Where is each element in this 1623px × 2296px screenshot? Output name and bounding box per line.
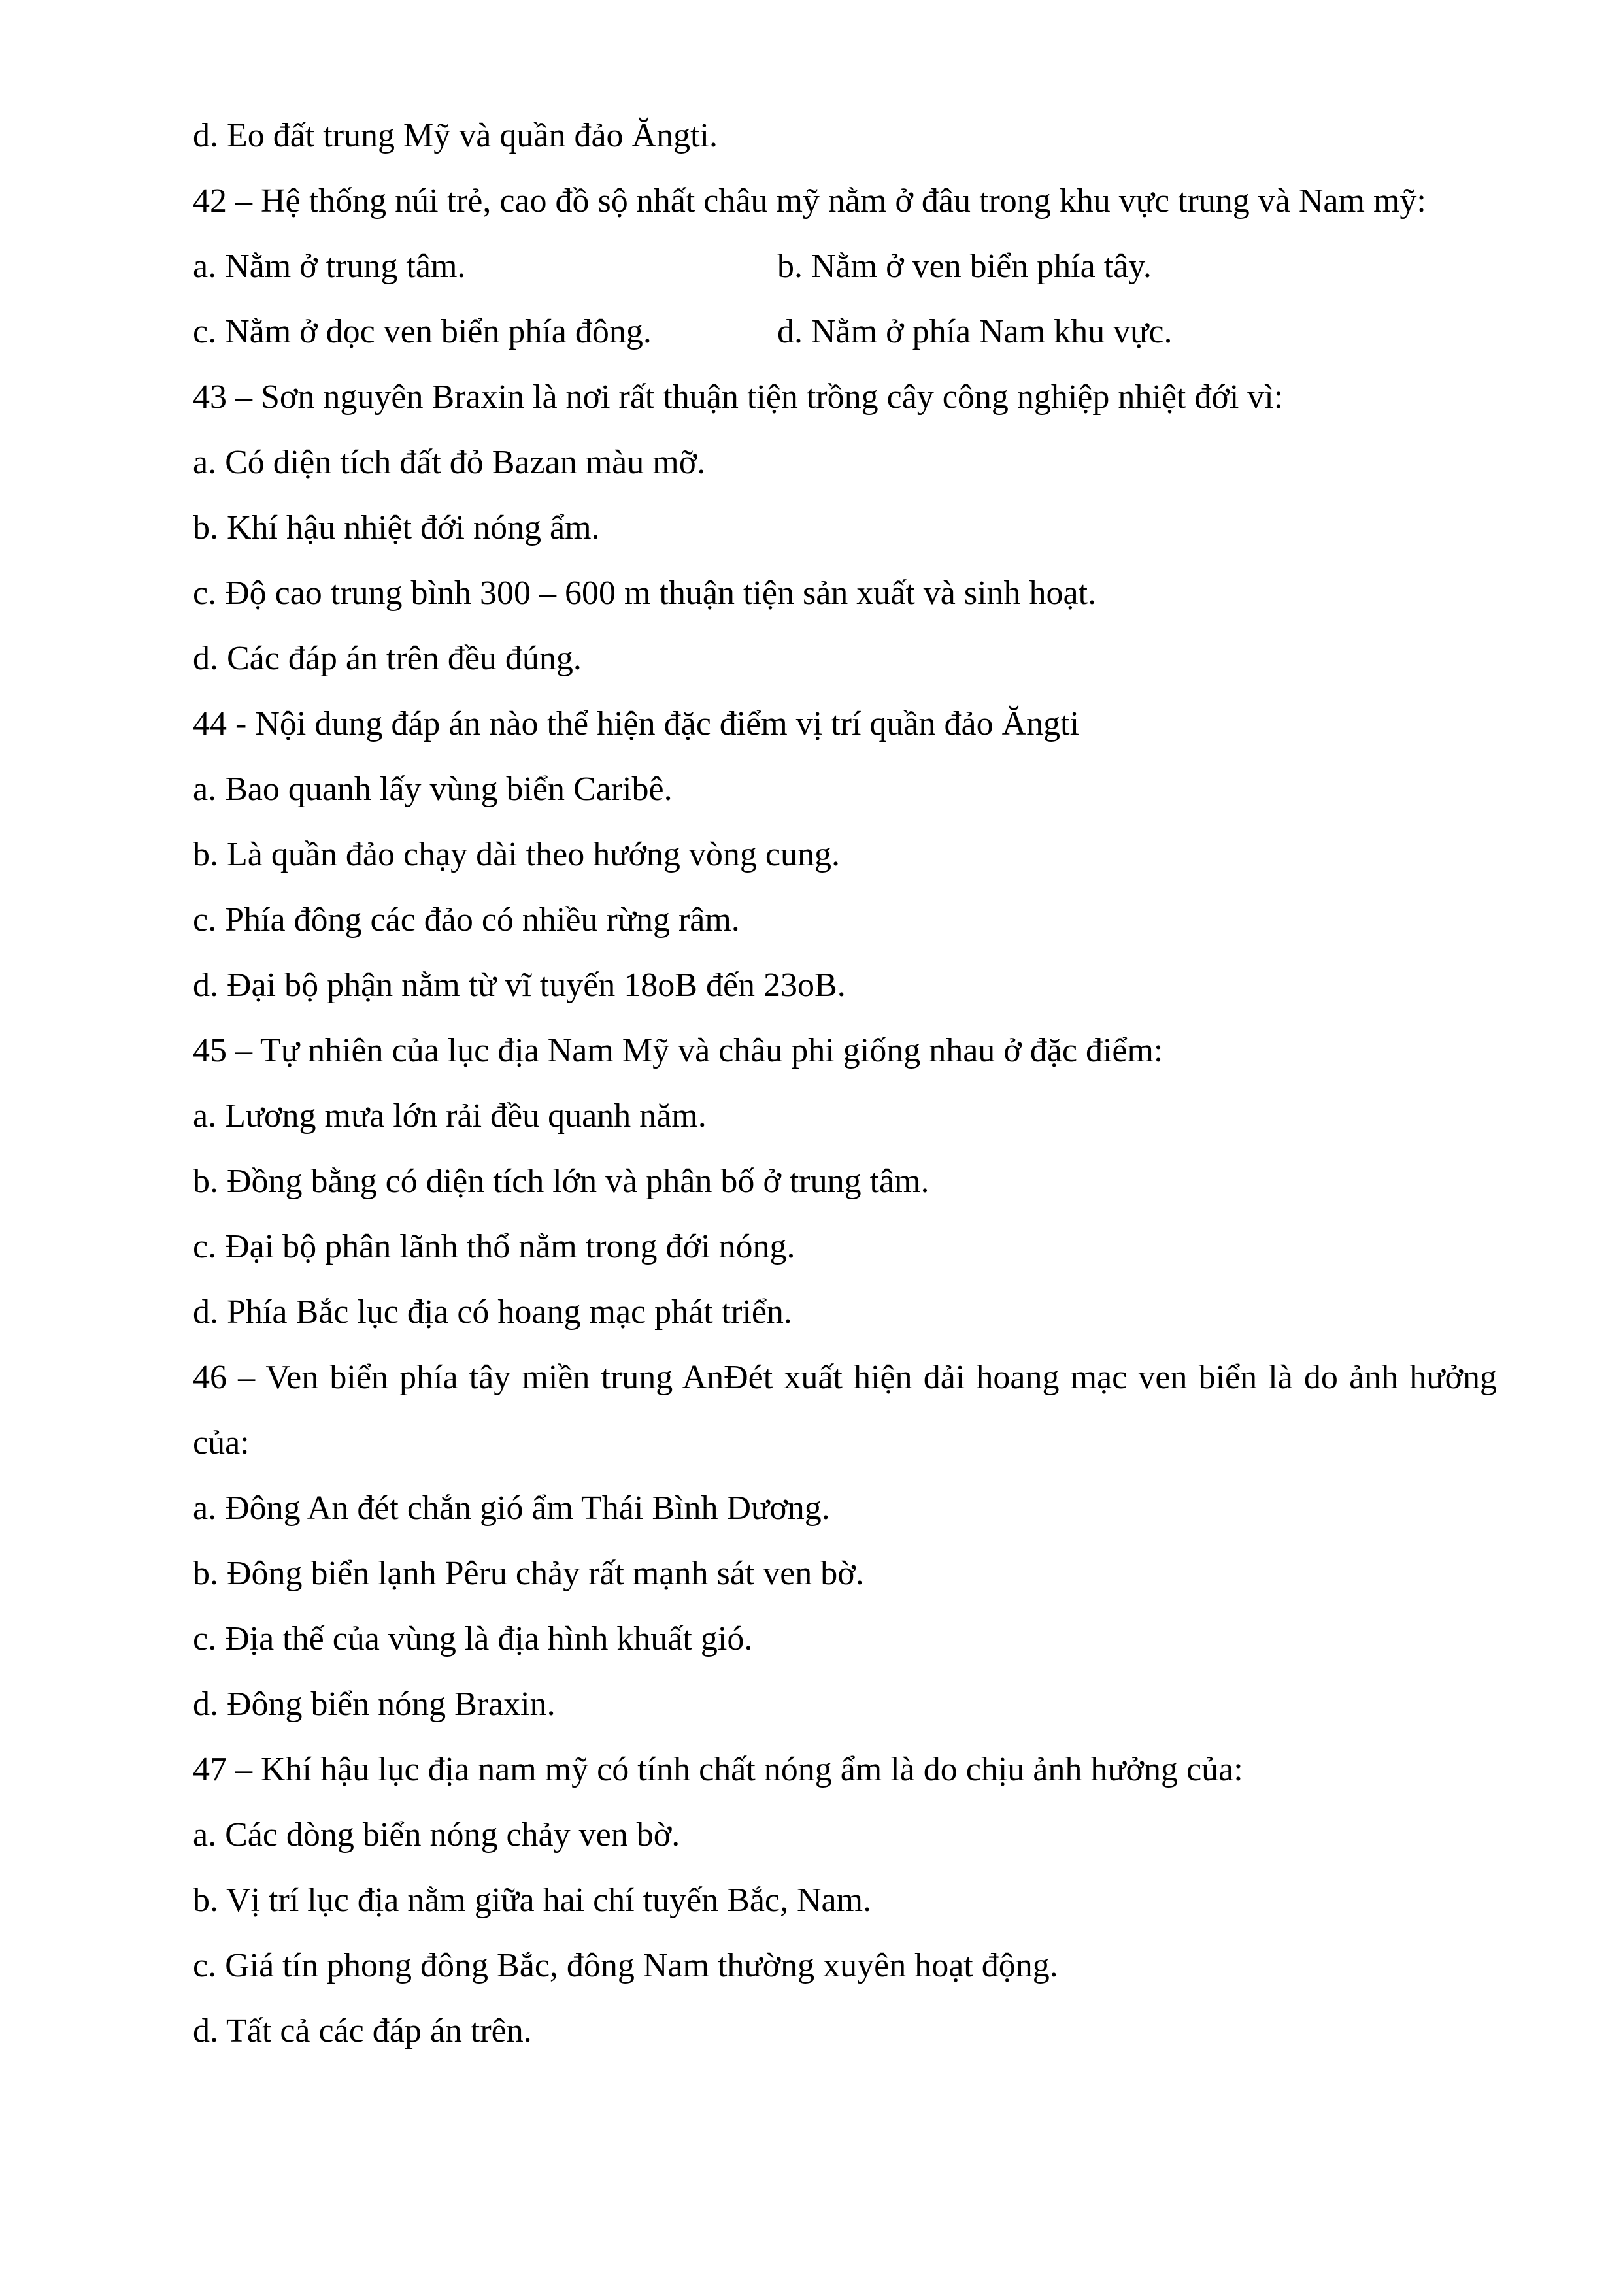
option-text: c. Giá tín phong đông Bắc, đông Nam thường xuyên hoạt động. <box>193 1947 1058 1984</box>
option-text: a. Bao quanh lấy vùng biển Caribê. <box>193 771 673 808</box>
option-text: d. Các đáp án trên đều đúng. <box>193 640 582 677</box>
question-45: 45 – Tự nhiên của lục địa Nam Mỹ và châu phi giống nhau ở đặc điểm: <box>193 1032 1163 1069</box>
question-46: 46 – Ven biển phía tây miền trung AnĐét xuất hiện dải hoang mạc ven biển là do ảnh hưởng của: <box>193 1359 1497 1461</box>
option-text: d. Eo đất trung Mỹ và quần đảo Ăngti. <box>193 117 718 154</box>
option-text: b. Khí hậu nhiệt đới nóng ẩm. <box>193 509 600 546</box>
option-text: a. Lương mưa lớn rải đều quanh năm. <box>193 1097 707 1135</box>
option-text: c. Địa thế của vùng là địa hình khuất gió. <box>193 1620 753 1657</box>
option-text: b. Đông biển lạnh Pêru chảy rất mạnh sát ven bờ. <box>193 1555 864 1592</box>
question-42: 42 – Hệ thống núi trẻ, cao đồ sộ nhất châu mỹ nằm ở đâu trong khu vực trung và Nam mỹ: <box>193 182 1426 220</box>
question-44: 44 - Nội dung đáp án nào thể hiện đặc điểm vị trí quần đảo Ăngti <box>193 705 1080 742</box>
option-text: a. Đông An đét chắn gió ẩm Thái Bình Dương. <box>193 1489 830 1527</box>
question-47: 47 – Khí hậu lục địa nam mỹ có tính chất nóng ẩm là do chịu ảnh hưởng của: <box>193 1751 1243 1788</box>
option-text: b. Vị trí lục địa nằm giữa hai chí tuyến Bắc, Nam. <box>193 1882 872 1919</box>
option-text: a. Các dòng biển nóng chảy ven bờ. <box>193 1816 680 1854</box>
option-text: b. Đồng bằng có diện tích lớn và phân bố ở trung tâm. <box>193 1163 929 1200</box>
option-pair-row <box>193 299 1497 365</box>
option-text: c. Đại bộ phân lãnh thổ nằm trong đới nóng. <box>193 1228 795 1265</box>
option-text: a. Có diện tích đất đỏ Bazan màu mỡ. <box>193 444 706 481</box>
option-text: c. Phía đông các đảo có nhiều rừng râm. <box>193 901 740 939</box>
document-page <box>193 103 1497 2064</box>
option-text: d. Phía Bắc lục địa có hoang mạc phát triển. <box>193 1293 792 1331</box>
question-43: 43 – Sơn nguyên Braxin là nơi rất thuận tiện trồng cây công nghiệp nhiệt đới vì: <box>193 378 1284 416</box>
option-text: d. Đại bộ phận nằm từ vĩ tuyến 18oB đến 23oB. <box>193 967 846 1004</box>
option-text: c. Nằm ở dọc ven biển phía đông. <box>193 313 652 350</box>
option-text: d. Nằm ở phía Nam khu vực. <box>777 313 1173 350</box>
option-text: c. Độ cao trung bình 300 – 600 m thuận tiện sản xuất và sinh hoạt. <box>193 574 1097 612</box>
option-text: d. Tất cả các đáp án trên. <box>193 2012 532 2050</box>
option-text: d. Đông biển nóng Braxin. <box>193 1686 556 1723</box>
option-text: b. Là quần đảo chạy dài theo hướng vòng cung. <box>193 836 840 873</box>
option-pair-row <box>193 234 1497 299</box>
option-text: b. Nằm ở ven biển phía tây. <box>777 248 1152 285</box>
option-text: a. Nằm ở trung tâm. <box>193 248 466 285</box>
